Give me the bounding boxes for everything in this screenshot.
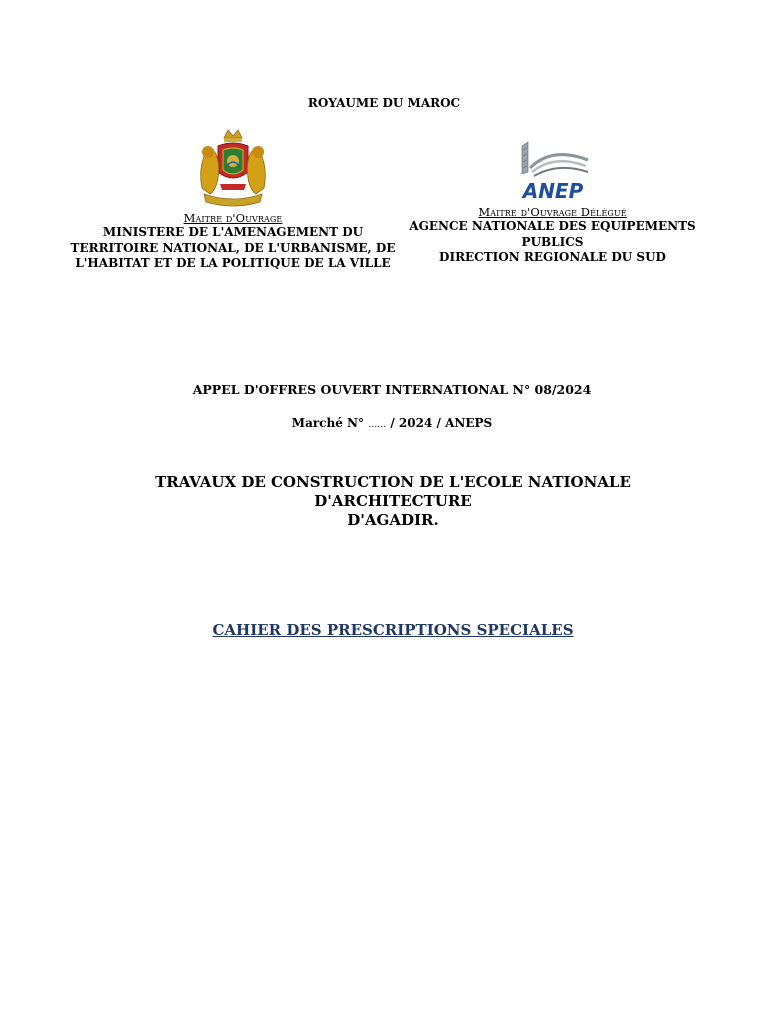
works-title-line-2: D'AGADIR. [347,511,439,529]
maitre-ouvrage-delegue-block [405,138,700,266]
agency-name-line-1: AGENCE NATIONALE DES EQUIPEMENTS [409,219,696,233]
marche-dots: …… [368,420,387,430]
kingdom-heading: ROYAUME DU MAROC [307,96,461,110]
moroccan-coat-of-arms-icon [70,128,396,210]
maitre-ouvrage-block [70,128,396,272]
anep-logo-icon [405,138,700,204]
ministry-name-line-1: MINISTERE DE L'AMENAGEMENT DU [102,225,364,239]
marche-prefix: Marché N° [291,416,364,430]
works-title-line-1: TRAVAUX DE CONSTRUCTION DE L'ECOLE NATIONALE D'ARCHITECTURE [155,473,631,510]
marche-number [0,416,768,430]
ministry-name-line-3: L'HABITAT ET DE LA POLITIQUE DE LA VILLE [75,256,391,270]
works-title [80,473,706,530]
marche-suffix: / 2024 / ANEPS [390,416,493,430]
ministry-name-line-2: TERRITOIRE NATIONAL, DE L'URBANISME, DE [70,240,396,255]
maitre-ouvrage-label: Maitre d'Ouvrage [183,211,283,225]
tender-title: APPEL D'OFFRES OUVERT INTERNATIONAL N° 08/2024 [192,382,592,397]
maitre-ouvrage-delegue-label: Maitre d'Ouvrage Délégué [478,205,627,219]
agency-name-line-3: DIRECTION REGIONALE DU SUD [439,250,666,264]
anep-logo-text: ANEP [522,179,583,203]
document-type-title: CAHIER DES PRESCRIPTIONS SPECIALES [212,621,574,639]
agency-name-line-2: PUBLICS [521,234,584,249]
